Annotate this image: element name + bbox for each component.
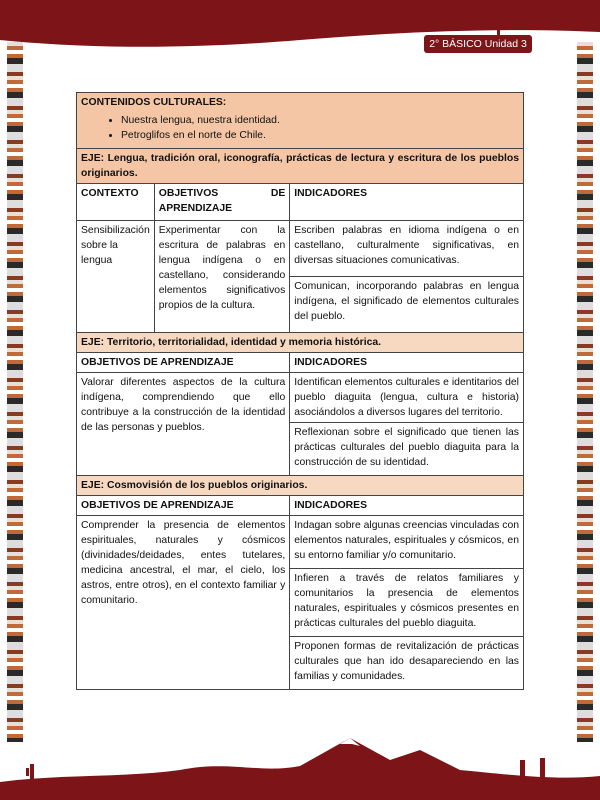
- objetivo-cell: Experimentar con la escritura de palabras en lengua indígena o en castellano, considerando elementos significativos propios de la cultura.: [154, 221, 290, 333]
- grade-unit-badge: 2° BÁSICO Unidad 3: [424, 35, 532, 53]
- indicador-cell: Comunican, incorporando palabras en lengua indígena, el significado de elementos culturales del pueblo.: [290, 277, 524, 333]
- header-indicadores: INDICADORES: [294, 188, 368, 199]
- contexto-cell: Sensibilización sobre la lengua: [77, 221, 155, 333]
- objetivo-cell: Valorar diferentes aspectos de la cultura indígena, comprendiendo que ello contribuye a la construcción de la identidad de las personas y pueblos.: [77, 373, 290, 476]
- indicador-cell: Infieren a través de relatos familiares y comunitarios la presencia de elementos naturales, espirituales y cósmicos presentes en prácticas culturales del pueblo diaguita.: [290, 569, 524, 637]
- contenidos-culturales: [77, 93, 524, 149]
- indicador-cell: Proponen formas de revitalización de prácticas culturales que han ido desapareciendo en las familias y comunidades.: [290, 637, 524, 690]
- indicador-cell: Identifican elementos culturales e identitarios del pueblo diaguita (lengua, cultura e historia) asociándolos a diversos lugares del territorio.: [290, 373, 524, 423]
- header-objetivos: OBJETIVOS DE APRENDIZAJE: [158, 188, 286, 214]
- contenido-item: • Nuestra lengua, nuestra identidad.: [121, 113, 519, 128]
- header-indicadores: INDICADORES: [294, 357, 368, 368]
- header-indicadores: INDICADORES: [294, 500, 368, 511]
- eje2-title: EJE: Territorio, territorialidad, identidad y memoria histórica.: [81, 337, 382, 348]
- curriculum-table: [76, 92, 524, 690]
- contenidos-title: CONTENIDOS CULTURALES:: [81, 97, 227, 108]
- indicador-cell: Reflexionan sobre el significado que tienen las prácticas culturales del pueblo diaguita para la construcción de su identidad.: [290, 423, 524, 476]
- eje3-title: EJE: Cosmovisión de los pueblos originarios.: [81, 480, 308, 491]
- header-objetivos: OBJETIVOS DE APRENDIZAJE: [81, 500, 234, 511]
- eje1-title: EJE: Lengua, tradición oral, iconografía, prácticas de lectura y escritura de los pueblos originarios.: [81, 153, 519, 179]
- header-objetivos: OBJETIVOS DE APRENDIZAJE: [81, 357, 234, 368]
- footer-landscape-silhouette: [0, 730, 600, 800]
- indicador-cell: Indagan sobre algunas creencias vinculadas con elementos naturales, espirituales y cósmicos, en su entorno familiar y/o comunitario.: [290, 516, 524, 569]
- contenido-item: • Petroglifos en el norte de Chile.: [121, 128, 519, 143]
- indicador-cell: Escriben palabras en idioma indígena o en castellano, culturalmente significativas, en diversas situaciones comunicativas.: [290, 221, 524, 277]
- right-decorative-border: [577, 42, 593, 742]
- header-contexto: CONTEXTO: [81, 188, 139, 199]
- objetivo-cell: Comprender la presencia de elementos espirituales, naturales y cósmicos (divinidades/deidades, entes tutelares, medicina ancestral, el mar, el cielo, los astros, entre otros), en el contexto familiar y comunitario.: [77, 516, 290, 690]
- left-decorative-border: [7, 42, 23, 742]
